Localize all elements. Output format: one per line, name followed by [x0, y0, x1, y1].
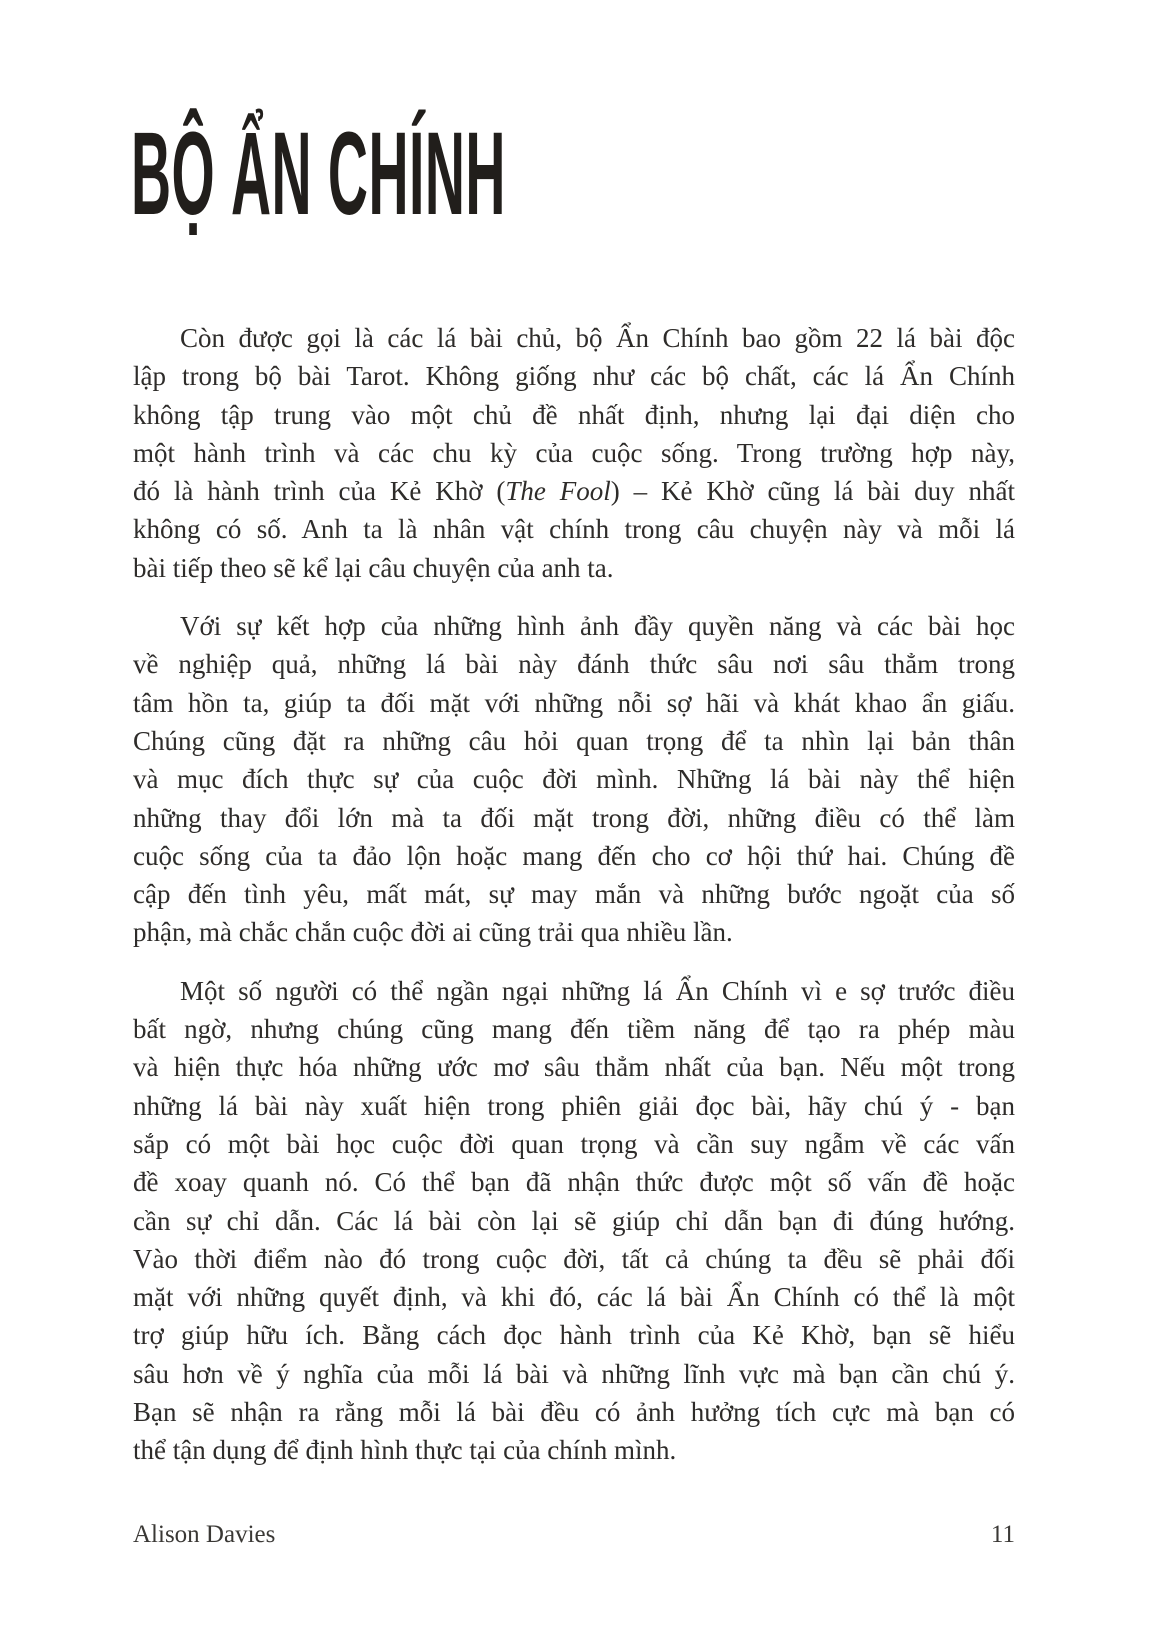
paragraph-2: [133, 607, 1015, 952]
chapter-title: [131, 108, 929, 240]
text-line: mặt với những quyết định, và khi đó, các lá bài Ẩn Chính có thể là một: [133, 1282, 1015, 1313]
text-line: Vào thời điểm nào đó trong cuộc đời, tất cả chúng ta đều sẽ phải đối: [133, 1243, 1015, 1274]
text-line: và mục đích thực sự của cuộc đời mình. Những lá bài này thể hiện: [133, 764, 1015, 795]
text-line: không có số. Anh ta là nhân vật chính trong câu chuyện này và mỗi lá: [133, 514, 1015, 545]
text-line: cập đến tình yêu, mất mát, sự may mắn và những bước ngoặt của số: [133, 879, 1015, 910]
page-number: 11: [990, 1521, 1015, 1548]
text-line: Một số người có thể ngần ngại những lá Ẩn Chính vì e sợ trước điều: [180, 975, 1015, 1006]
text-line: trợ giúp hữu ích. Bằng cách đọc hành trình của Kẻ Khờ, bạn sẽ hiểu: [133, 1320, 1015, 1351]
text-line: Với sự kết hợp của những hình ảnh đầy quyền năng và các bài học: [180, 611, 1015, 642]
text-line: cuộc sống của ta đảo lộn hoặc mang đến cho cơ hội thứ hai. Chúng đề: [133, 840, 1015, 871]
page-footer: [133, 1521, 1015, 1549]
text-line: Chúng cũng đặt ra những câu hỏi quan trọng để ta nhìn lại bản thân: [133, 725, 1015, 756]
text-line: về nghiệp quả, những lá bài này đánh thức sâu nơi sâu thẳm trong: [133, 649, 1015, 680]
text-line: thể tận dụng để định hình thực tại của chính mình.: [133, 1435, 677, 1466]
text-line: lập trong bộ bài Tarot. Không giống như các bộ chất, các lá Ẩn Chính: [133, 361, 1015, 392]
text-line: và hiện thực hóa những ước mơ sâu thẳm nhất của bạn. Nếu một trong: [133, 1052, 1015, 1083]
text-line: phận, mà chắc chắn cuộc đời ai cũng trải qua nhiều lần.: [133, 917, 733, 948]
text-line: cần sự chỉ dẫn. Các lá bài còn lại sẽ giúp chỉ dẫn bạn đi đúng hướng.: [133, 1205, 1015, 1236]
text-line: Còn được gọi là các lá bài chủ, bộ Ẩn Chính bao gồm 22 lá bài độc: [180, 323, 1015, 353]
text-line: một hành trình và các chu kỳ của cuộc sống. Trong trường hợp này,: [133, 437, 1015, 468]
body-text: [133, 319, 1015, 1470]
text-line: bất ngờ, nhưng chúng cũng mang đến tiềm năng để tạo ra phép màu: [133, 1014, 1015, 1045]
text-line: sắp có một bài học cuộc đời quan trọng và cần suy ngẫm về các vấn: [133, 1128, 1015, 1159]
text-line: [133, 472, 1015, 510]
text-segment: ) – Kẻ Khờ cũng lá bài duy nhất: [610, 476, 1015, 507]
text-line: bài tiếp theo sẽ kể lại câu chuyện của anh ta.: [133, 552, 614, 583]
paragraph-3: [133, 972, 1015, 1470]
text-line: đề xoay quanh nó. Có thể bạn đã nhận thức được một số vấn đề hoặc: [133, 1167, 1015, 1198]
chapter-title-text: BỘ ẨN CHÍNH: [131, 108, 506, 240]
italic-card-name: The Fool: [505, 476, 611, 507]
text-segment: đó là hành trình của Kẻ Khờ (: [133, 476, 506, 507]
text-line: tâm hồn ta, giúp ta đối mặt với những nỗi sợ hãi và khát khao ẩn giấu.: [133, 687, 1015, 718]
author-name: Alison Davies: [133, 1521, 276, 1548]
text-line: sâu hơn về ý nghĩa của mỗi lá bài và những lĩnh vực mà bạn cần chú ý.: [133, 1358, 1015, 1389]
text-line: không tập trung vào một chủ đề nhất định, nhưng lại đại diện cho: [133, 399, 1015, 430]
text-line: những thay đổi lớn mà ta đối mặt trong đời, những điều có thể làm: [133, 802, 1015, 833]
text-line: những lá bài này xuất hiện trong phiên giải đọc bài, hãy chú ý - bạn: [133, 1090, 1015, 1121]
text-line: Bạn sẽ nhận ra rằng mỗi lá bài đều có ảnh hưởng tích cực mà bạn có: [133, 1397, 1015, 1428]
paragraph-1: [133, 319, 1015, 587]
